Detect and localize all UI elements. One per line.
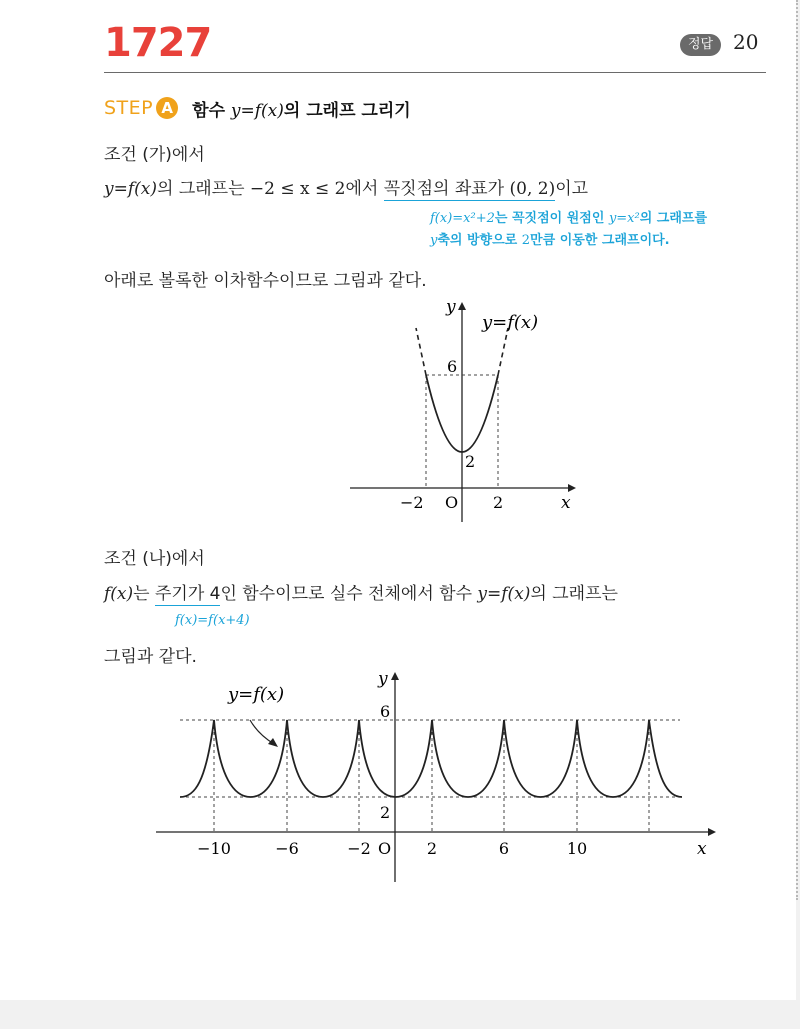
curve-label: y=f(x) xyxy=(228,684,285,705)
step-badge: A xyxy=(156,97,178,119)
step-label: STEP xyxy=(104,97,154,119)
parabola-extension-left xyxy=(416,328,426,375)
step-heading xyxy=(104,94,411,122)
note-vertex-line2: y축의 방향으로 2만큼 이동한 그래프이다. xyxy=(430,233,670,248)
curve-pointer xyxy=(250,720,274,744)
y-axis-label: y xyxy=(446,297,456,317)
parabola-extension-right xyxy=(498,328,508,375)
problem-number: 1727 xyxy=(104,20,212,66)
label-6: 6 xyxy=(447,357,458,376)
step-title: 함수 y=f(x)의 그래프 그리기 xyxy=(192,100,411,121)
x-tick-label: −2 xyxy=(347,839,371,858)
figure-parabola xyxy=(340,292,590,532)
curve-pointer-head xyxy=(268,738,278,747)
page-edge-rule xyxy=(796,0,798,900)
label-origin: O xyxy=(445,493,459,512)
answer-badge: 정답 xyxy=(680,34,721,56)
convex-line: 아래로 볼록한 이차함수이므로 그림과 같다. xyxy=(104,271,427,291)
periodic-curve xyxy=(180,720,682,797)
label-2: 2 xyxy=(465,452,476,471)
y-axis-arrow xyxy=(458,302,466,310)
condition-b: 조건 (나)에서 xyxy=(104,549,205,569)
period-underline: 주기가 4 xyxy=(154,584,221,604)
note-period: f(x)=f(x+4) xyxy=(175,613,250,628)
curve-label: y=f(x) xyxy=(482,312,539,333)
x-tick-label: 6 xyxy=(498,839,510,858)
figure-periodic xyxy=(150,662,730,892)
header-divider xyxy=(104,72,766,73)
x-axis-arrow xyxy=(568,484,576,492)
x-tick-label: 10 xyxy=(566,839,588,858)
label-origin: O xyxy=(378,839,392,858)
period-line: f(x)는 주기가 4인 함수이므로 실수 전체에서 함수 y=f(x)의 그래프는 xyxy=(104,584,618,604)
figure-intro-line: 그림과 같다. xyxy=(104,647,197,667)
label-2: 2 xyxy=(380,803,391,822)
x-axis-label: x xyxy=(697,839,707,859)
x-axis-arrow xyxy=(708,828,716,836)
note-vertex-line1: f(x)=x²+2는 꼭짓점이 원점인 y=x²의 그래프를 xyxy=(430,211,708,226)
condition-a: 조건 (가)에서 xyxy=(104,145,205,165)
label-neg2: −2 xyxy=(400,493,424,512)
vertex-underline: 꼭짓점의 좌표가 (0, 2) xyxy=(383,179,556,199)
vertex-line: y=f(x)의 그래프는 −2 ≤ x ≤ 2에서 꼭짓점의 좌표가 (0, 2)이고 xyxy=(104,179,589,199)
x-tick-label: 2 xyxy=(426,839,438,858)
x-tick-label: −6 xyxy=(275,839,299,858)
x-axis-label: x xyxy=(561,493,571,513)
y-axis-label: y xyxy=(378,669,388,689)
x-tick-label: −10 xyxy=(197,839,231,858)
y-axis-arrow xyxy=(391,672,399,680)
page-number: 20 xyxy=(733,30,759,54)
label-pos2: 2 xyxy=(493,493,504,512)
label-6: 6 xyxy=(380,702,391,721)
